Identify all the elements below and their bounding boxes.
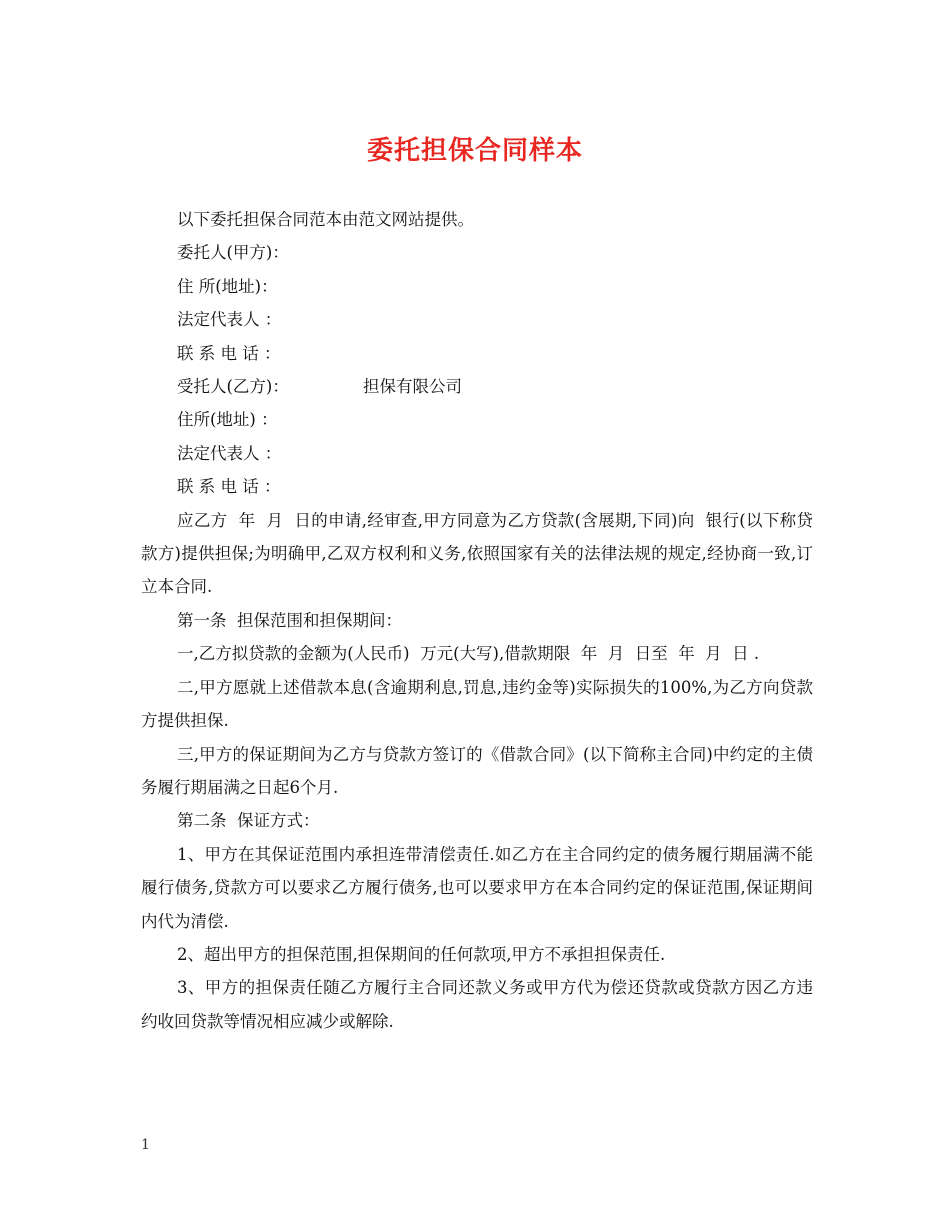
party-a-address-field xyxy=(141,270,813,303)
intro-paragraph: 以下委托担保合同范本由范文网站提供。 xyxy=(177,210,474,229)
party-a-name-field xyxy=(141,236,813,269)
party-b-representative-field xyxy=(141,437,813,470)
field-label: 受托人(乙方)： xyxy=(177,377,289,397)
field-label: 法定代表人 ： xyxy=(177,443,282,463)
document-title: 委托担保合同样本 xyxy=(366,136,583,166)
article-1-heading: 第一条 担保范围和担保期间： xyxy=(177,610,402,630)
article-1-clause-1: 一,乙方拟贷款的金额为(人民币) 万元(大写),借款期限 年 月 日至 年 月 日 . xyxy=(177,644,760,664)
field-label: 住所(地址) ： xyxy=(177,410,278,430)
field-label: 联 系 电 话 ： xyxy=(177,477,281,497)
field-label: 委托人(甲方)： xyxy=(177,243,289,263)
page-number: 1 xyxy=(141,1137,150,1153)
party-b-address-field xyxy=(141,403,813,436)
field-label: 住 所(地址)： xyxy=(177,276,278,296)
party-b-phone-field xyxy=(141,470,813,503)
article-2-heading: 第二条 保证方式： xyxy=(177,811,320,831)
field-label: 法定代表人 ： xyxy=(177,310,282,330)
article-1-clause-2: 二,甲方愿就上述借款本息(含逾期利息,罚息,违约金等)实际损失的100%,为乙方向贷款方提供担保. xyxy=(141,677,813,731)
article-2-clause-2: 2、超出甲方的担保范围,担保期间的任何款项,甲方不承担担保责任. xyxy=(177,944,666,964)
article-2-clause-3: 3、甲方的担保责任随乙方履行主合同还款义务或甲方代为偿还贷款或贷款方因乙方违约收回贷款等情况相应减少或解除. xyxy=(141,978,813,1031)
article-1-clause-3: 三,甲方的保证期间为乙方与贷款方签订的《借款合同》(以下简称主合同)中约定的主债务履行期届满之日起6个月. xyxy=(141,744,813,797)
party-a-phone-field xyxy=(141,337,813,370)
document-body xyxy=(141,203,813,1038)
article-2-clause-1: 1、甲方在其保证范围内承担连带清偿责任.如乙方在主合同约定的债务履行期届满不能履行债务,贷款方可以要求乙方履行债务,也可以要求甲方在本合同约定的保证范围,保证期间内代为清偿. xyxy=(141,844,813,931)
preamble-paragraph: 应乙方 年 月 日的申请,经审查,甲方同意为乙方贷款(含展期,下同)向 银行(以下称贷款方)提供担保;为明确甲,乙双方权利和义务,依照国家有关的法律法规的规定,经协商一致,订立本合同. xyxy=(141,510,813,597)
field-value: 担保有限公司 xyxy=(363,377,462,397)
field-label: 联 系 电 话 ： xyxy=(177,343,281,363)
party-b-name-field xyxy=(141,370,813,403)
party-a-representative-field xyxy=(141,303,813,336)
